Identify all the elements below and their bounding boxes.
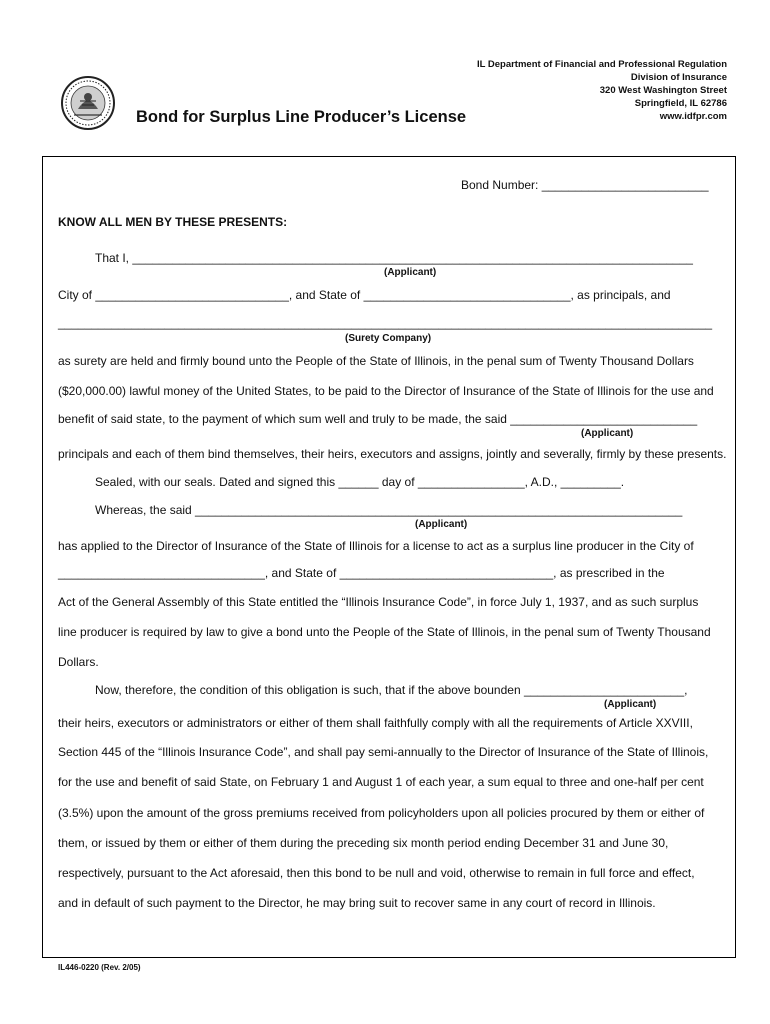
applicant-label: (Applicant) bbox=[604, 699, 657, 710]
applicant-field[interactable]: Whereas, the said _________________________________________________________________________ bbox=[95, 503, 683, 517]
applicant-label: (Applicant) bbox=[415, 519, 468, 530]
applicant-field[interactable]: benefit of said state, to the payment of which sum well and truly to be made, the said ____________________________ bbox=[58, 412, 698, 426]
date-signed-field[interactable]: Sealed, with our seals. Dated and signed this ______ day of ________________, A.D., _________. bbox=[95, 475, 625, 489]
applicant-label: (Applicant) bbox=[384, 267, 437, 278]
section-heading: KNOW ALL MEN BY THESE PRESENTS: bbox=[58, 215, 288, 229]
body-text: Section 445 of the “Illinois Insurance Code”, and shall pay semi-annually to the Director of Insurance of the State of Illinois, bbox=[58, 745, 709, 759]
agency-line: 320 West Washington Street bbox=[599, 85, 727, 96]
agency-website: www.idfpr.com bbox=[659, 111, 727, 122]
applicant-name-field[interactable]: That I, ____________________________________________________________________________________ bbox=[95, 251, 693, 265]
agency-line: IL Department of Financial and Professional Regulation bbox=[476, 59, 727, 70]
body-text: (3.5%) upon the amount of the gross premiums received from policyholders upon all policies procured by them or either of bbox=[58, 806, 705, 820]
bond-number-field[interactable]: Bond Number: _________________________ bbox=[461, 178, 709, 192]
city-state-field[interactable]: _______________________________, and State of ________________________________, as prescribed in the bbox=[58, 566, 665, 580]
body-text: has applied to the Director of Insurance of the State of Illinois for a license to act as a surplus line producer in the City of bbox=[58, 539, 694, 553]
agency-line: Springfield, IL 62786 bbox=[634, 98, 727, 109]
surety-company-label: (Surety Company) bbox=[345, 333, 432, 344]
body-text: respectively, pursuant to the Act aforesaid, then this bond to be null and void, otherwise to remain in full force and effect, bbox=[58, 866, 695, 880]
body-text: line producer is required by law to give a bond unto the People of the State of Illinois, in the penal sum of Twenty Thousand bbox=[58, 625, 711, 639]
body-text: them, or issued by them or either of them during the preceding six month period ending December 31 and June 30, bbox=[58, 836, 669, 850]
body-text: Dollars. bbox=[58, 655, 99, 669]
agency-address bbox=[477, 58, 727, 123]
form-id: IL446-0220 (Rev. 2/05) bbox=[58, 963, 141, 972]
page-title: Bond for Surplus Line Producer’s License bbox=[136, 108, 467, 126]
body-text: for the use and benefit of said State, on February 1 and August 1 of each year, a sum equal to three and one-half per cent bbox=[58, 775, 704, 789]
body-text: their heirs, executors or administrators or either of them shall faithfully comply with all the requirements of Article XXVIII, bbox=[58, 716, 693, 730]
body-text: ($20,000.00) lawful money of the United States, to be paid to the Director of Insurance of the State of Illinois for the use and bbox=[58, 384, 714, 398]
agency-line: Division of Insurance bbox=[630, 72, 727, 83]
applicant-field[interactable]: Now, therefore, the condition of this obligation is such, that if the above bounden ________________________, bbox=[95, 683, 688, 697]
state-seal-icon bbox=[60, 75, 116, 131]
body-text: and in default of such payment to the Director, he may bring suit to recover same in any court of record in Illinois. bbox=[58, 896, 656, 910]
applicant-label: (Applicant) bbox=[581, 428, 634, 439]
surety-company-field[interactable]: __________________________________________________________________________________________________ bbox=[58, 316, 713, 330]
body-text: as surety are held and firmly bound unto the People of the State of Illinois, in the penal sum of Twenty Thousand Dollars bbox=[58, 354, 694, 368]
body-text: principals and each of them bind themselves, their heirs, executors and assigns, jointly and severally, firmly by these presents. bbox=[58, 447, 727, 461]
body-text: Act of the General Assembly of this State entitled the “Illinois Insurance Code”, in force July 1, 1937, and as such surplus bbox=[58, 595, 699, 609]
city-state-field[interactable]: City of _____________________________, and State of _______________________________, as principals, and bbox=[58, 288, 671, 302]
